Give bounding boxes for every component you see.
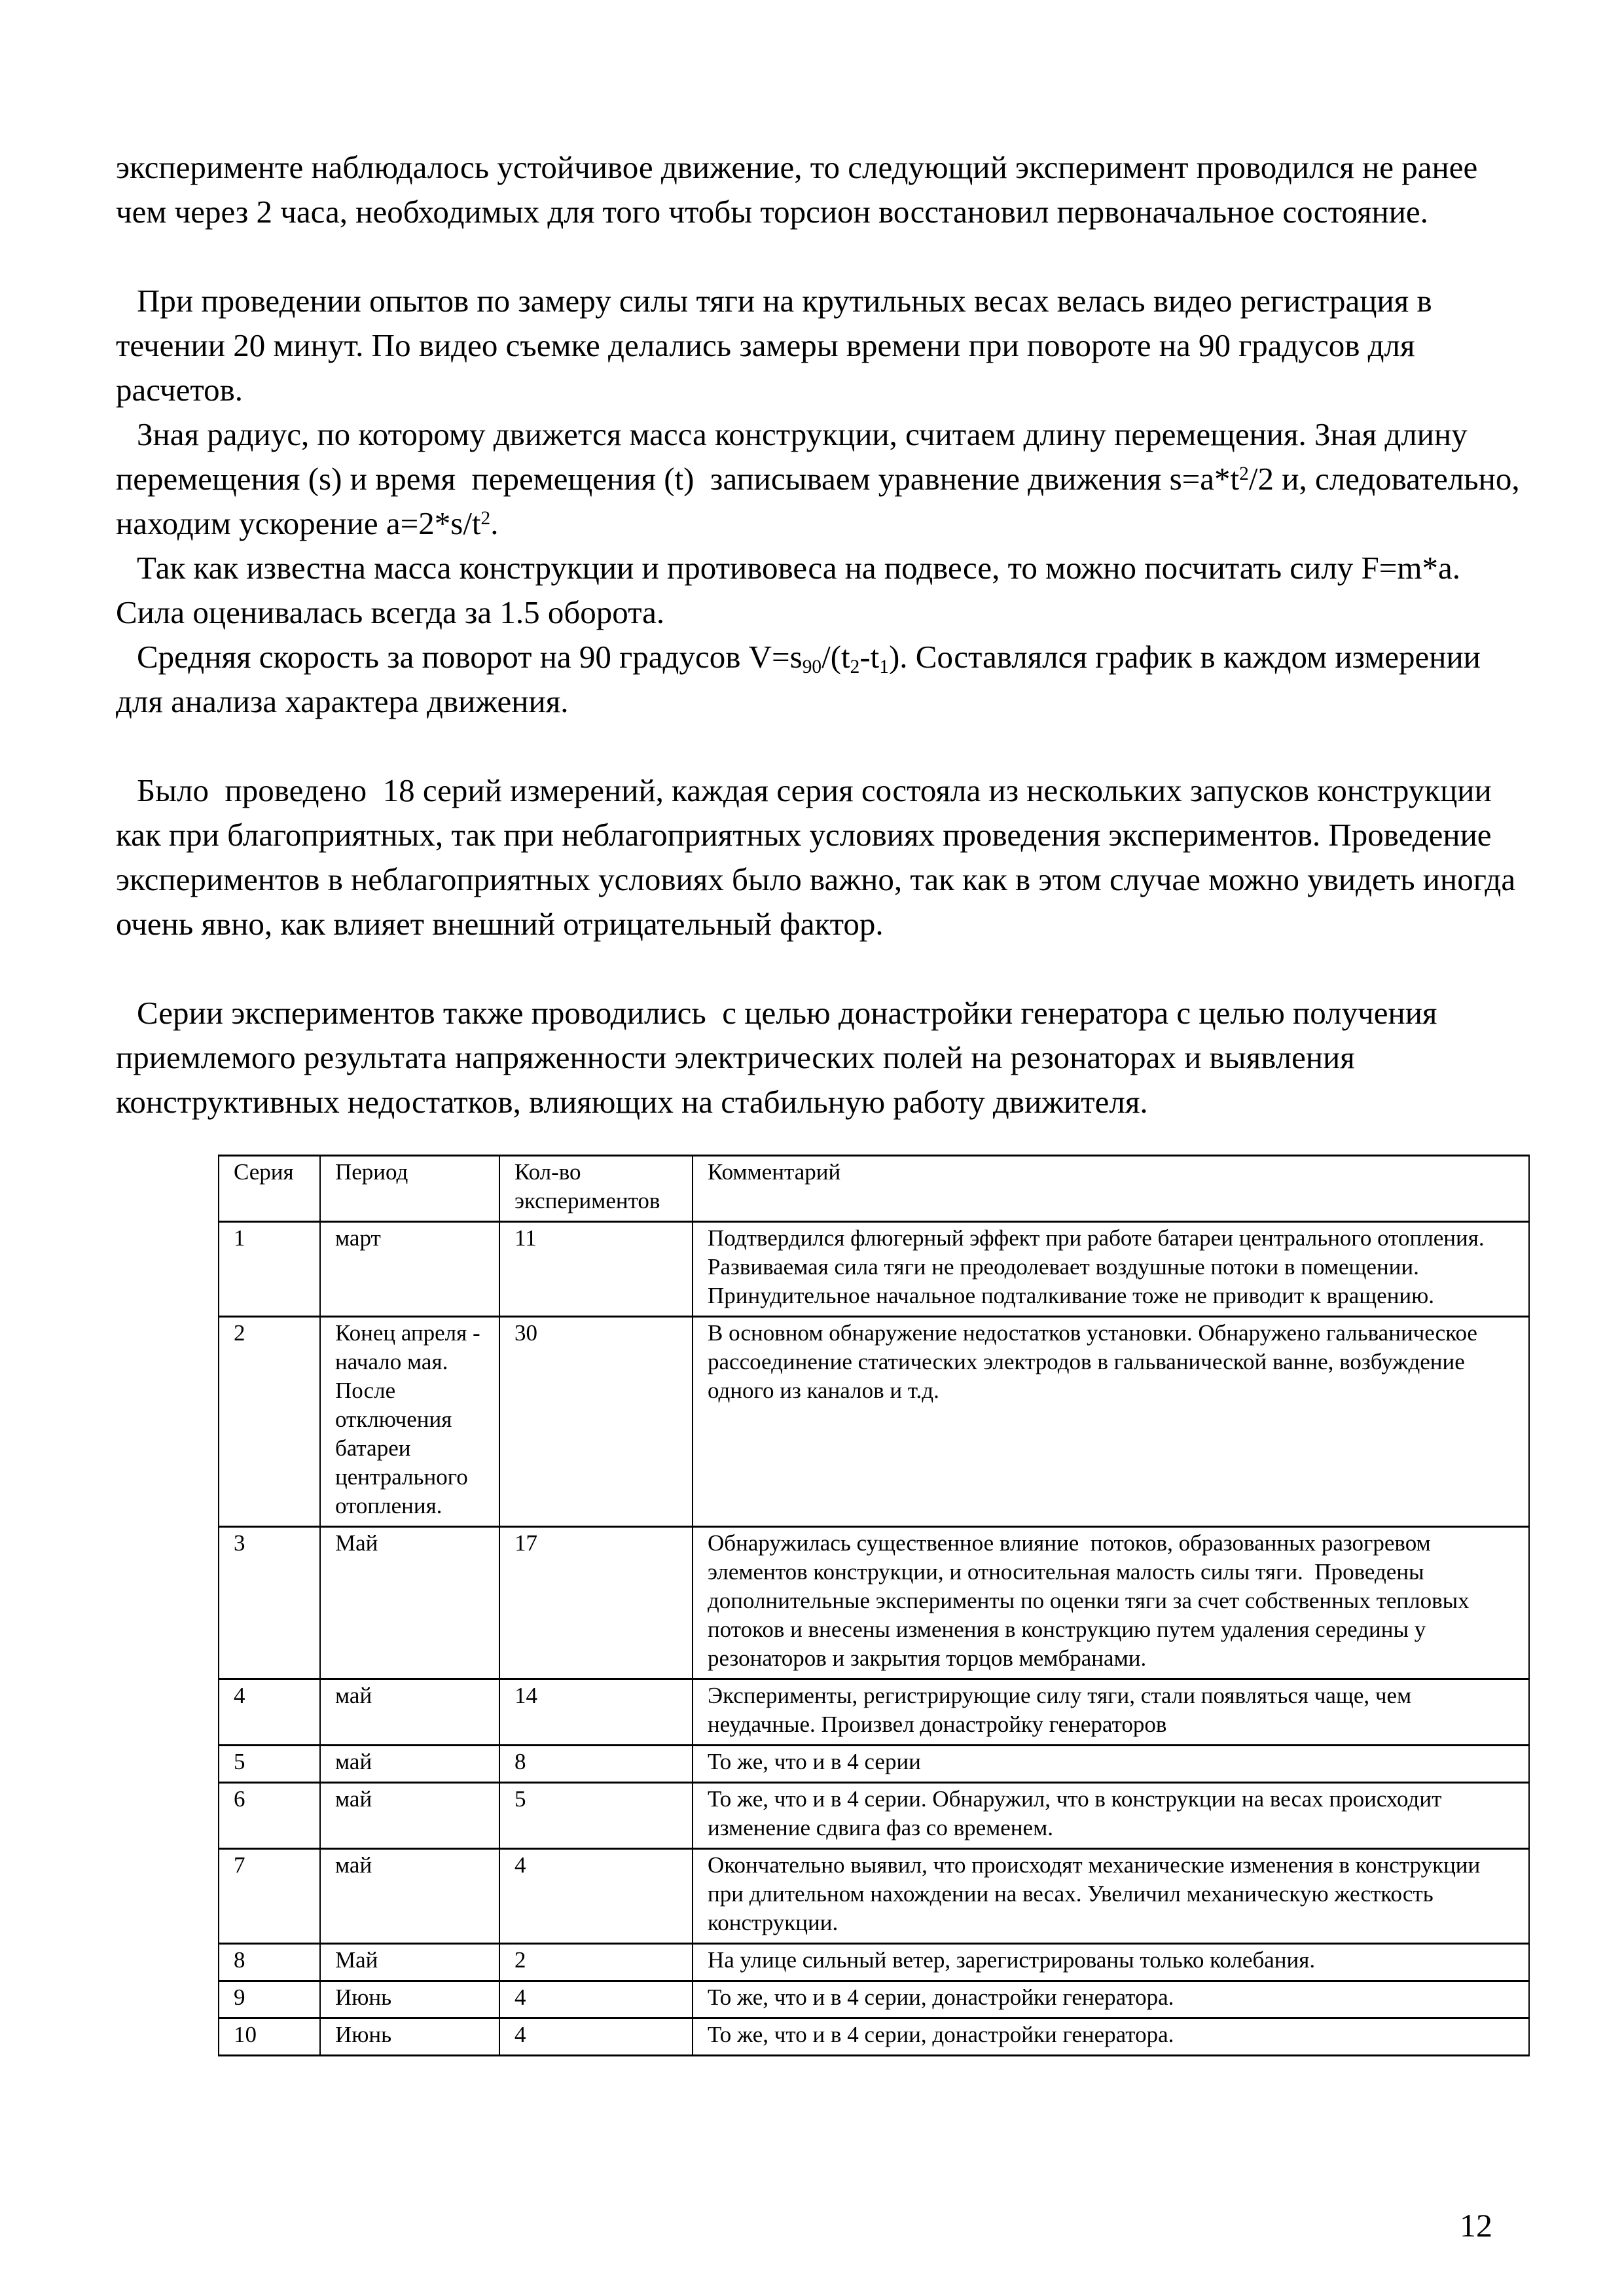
- table-cell: май: [320, 1849, 499, 1944]
- table-cell: Конец апреля - начало мая. После отключения батареи центрального отопления.: [320, 1317, 499, 1527]
- text-run: ). Составлялся график в каждом измерении для анализа характера движения.: [116, 639, 1489, 719]
- table-header-row: [219, 1156, 1529, 1222]
- table-row: [219, 1527, 1529, 1679]
- table-cell: Окончательно выявил, что происходят механические изменения в конструкции при длительном нахождении на весах. Увеличил механическую жесткость конструкции.: [693, 1849, 1529, 1944]
- table-cell: В основном обнаружение недостатков установки. Обнаружено гальваническое рассоединение статических электродов в гальванической ванне, возбуждение одного из каналов и т.д.: [693, 1317, 1529, 1527]
- table-row: [219, 1746, 1529, 1783]
- text-run: /(t: [821, 639, 850, 675]
- table-row: [219, 1222, 1529, 1317]
- table-cell: май: [320, 1746, 499, 1783]
- text-run: -t: [859, 639, 880, 675]
- table-header-cell: Период: [320, 1156, 499, 1222]
- table-header-cell: Серия: [219, 1156, 320, 1222]
- table-header-cell: Кол-во экспериментов: [499, 1156, 693, 1222]
- table-cell: 6: [219, 1783, 320, 1849]
- table-cell: То же, что и в 4 серии. Обнаружил, что в конструкции на весах происходит изменение сдвига фаз со временем.: [693, 1783, 1529, 1849]
- formula-sub: 2: [850, 656, 860, 678]
- table-cell: 30: [499, 1317, 693, 1527]
- body-text: [116, 145, 1528, 1124]
- paragraph: [116, 412, 1528, 546]
- page-content: [116, 145, 1528, 2056]
- table-cell: 3: [219, 1527, 320, 1679]
- text-run: Зная радиус, по которому движется масса конструкции, считаем длину перемещения. Зная длину перемещения (s) и время перемещения (t) записываем уравнение движения s=a*t: [116, 416, 1475, 497]
- table-header-cell: Комментарий: [693, 1156, 1529, 1222]
- table-cell: Эксперименты, регистрирующие силу тяги, стали появляться чаще, чем неудачные. Произвел донастройку генераторов: [693, 1679, 1529, 1746]
- table-row: [219, 1783, 1529, 1849]
- table-cell: 4: [219, 1679, 320, 1746]
- table-cell: 8: [499, 1746, 693, 1783]
- table-cell: 9: [219, 1981, 320, 2018]
- table-cell: То же, что и в 4 серии, донастройки генератора.: [693, 1981, 1529, 2018]
- table-cell: То же, что и в 4 серии: [693, 1746, 1529, 1783]
- paragraph: [116, 768, 1524, 946]
- series-table-body: [219, 1222, 1529, 2056]
- table-cell: 4: [499, 1849, 693, 1944]
- text-run: Серии экспериментов также проводились с целью донастройки генератора с целью получения приемлемого результата напряженности электрических полей на резонаторах и выявления конструктивных недостатков, влияющих на стабильную работу движителя.: [116, 995, 1445, 1120]
- text-run: При проведении опытов по замеру силы тяги на крутильных весах велась видео регистрация в течении 20 минут. По видео съемке делались замеры времени при повороте на 90 градусов для расчетов.: [116, 283, 1440, 408]
- table-cell: 2: [499, 1944, 693, 1981]
- table-cell: 10: [219, 2018, 320, 2056]
- table-cell: 8: [219, 1944, 320, 1981]
- formula-sup: 2: [1239, 463, 1249, 485]
- text-run: Так как известна масса конструкции и противовеса на подвесе, то можно посчитать силу F=m*a. Сила оценивалась всегда за 1.5 оборота.: [116, 550, 1469, 630]
- table-cell: Июнь: [320, 1981, 499, 2018]
- table-row: [219, 1679, 1529, 1746]
- text-run: .: [490, 505, 499, 541]
- table-cell: То же, что и в 4 серии, донастройки генератора.: [693, 2018, 1529, 2056]
- series-table: [218, 1155, 1530, 2056]
- paragraph: [116, 635, 1520, 724]
- text-run: Средняя скорость за поворот на 90 градусов V=s: [137, 639, 803, 675]
- table-cell: Май: [320, 1527, 499, 1679]
- paragraph: [116, 279, 1520, 412]
- table-row: [219, 2018, 1529, 2056]
- table-cell: Подтвердился флюгерный эффект при работе батареи центрального отопления. Развиваемая сила тяги не преодолевает воздушные потоки в помещении. Принудительное начальное подталкивание тоже не приводит к вращению.: [693, 1222, 1529, 1317]
- table-row: [219, 1944, 1529, 1981]
- text-run: Было проведено 18 серий измерений, каждая серия состояла из нескольких запусков конструкции как при благоприятных, так при неблагоприятных условиях проведения экспериментов. Проведение экспериментов в неблагоприятных условиях было важно, так как в этом случае можно увидеть иногда очень явно, как влияет внешний отрицательный фактор.: [116, 772, 1524, 942]
- table-cell: На улице сильный ветер, зарегистрированы только колебания.: [693, 1944, 1529, 1981]
- formula-sub: 1: [879, 656, 889, 678]
- table-cell: 4: [499, 2018, 693, 2056]
- formula-sub: 90: [802, 656, 822, 678]
- table-cell: май: [320, 1679, 499, 1746]
- page-number: 12: [1460, 2207, 1492, 2244]
- table-cell: 4: [499, 1981, 693, 2018]
- table-cell: май: [320, 1783, 499, 1849]
- table-cell: 17: [499, 1527, 693, 1679]
- table-row: [219, 1981, 1529, 2018]
- table-cell: 7: [219, 1849, 320, 1944]
- paragraph: [116, 145, 1520, 234]
- text-run: /2 и, следовательно, находим ускорение a=2*s/t: [116, 461, 1528, 541]
- table-cell: 2: [219, 1317, 320, 1527]
- paragraph: [116, 546, 1520, 635]
- table-cell: 11: [499, 1222, 693, 1317]
- table-cell: 1: [219, 1222, 320, 1317]
- paragraph: [116, 991, 1520, 1124]
- text-run: эксперименте наблюдалось устойчивое движение, то следующий эксперимент проводился не ранее чем через 2 часа, необходимых для того чтобы торсион восстановил первоначальное состояние.: [116, 149, 1486, 230]
- table-cell: Обнаружилась существенное влияние потоков, образованных разогревом элементов конструкции, и относительная малость силы тяги. Проведены дополнительные эксперименты по оценки тяги за счет собственных тепловых потоков и внесены изменения в конструкцию путем удаления середины у резонаторов и закрытия торцов мембранами.: [693, 1527, 1529, 1679]
- table-row: [219, 1317, 1529, 1527]
- table-cell: 5: [219, 1746, 320, 1783]
- table-cell: Май: [320, 1944, 499, 1981]
- table-cell: 14: [499, 1679, 693, 1746]
- table-cell: 5: [499, 1783, 693, 1849]
- table-row: [219, 1849, 1529, 1944]
- table-cell: март: [320, 1222, 499, 1317]
- formula-sup: 2: [480, 508, 491, 529]
- table-cell: Июнь: [320, 2018, 499, 2056]
